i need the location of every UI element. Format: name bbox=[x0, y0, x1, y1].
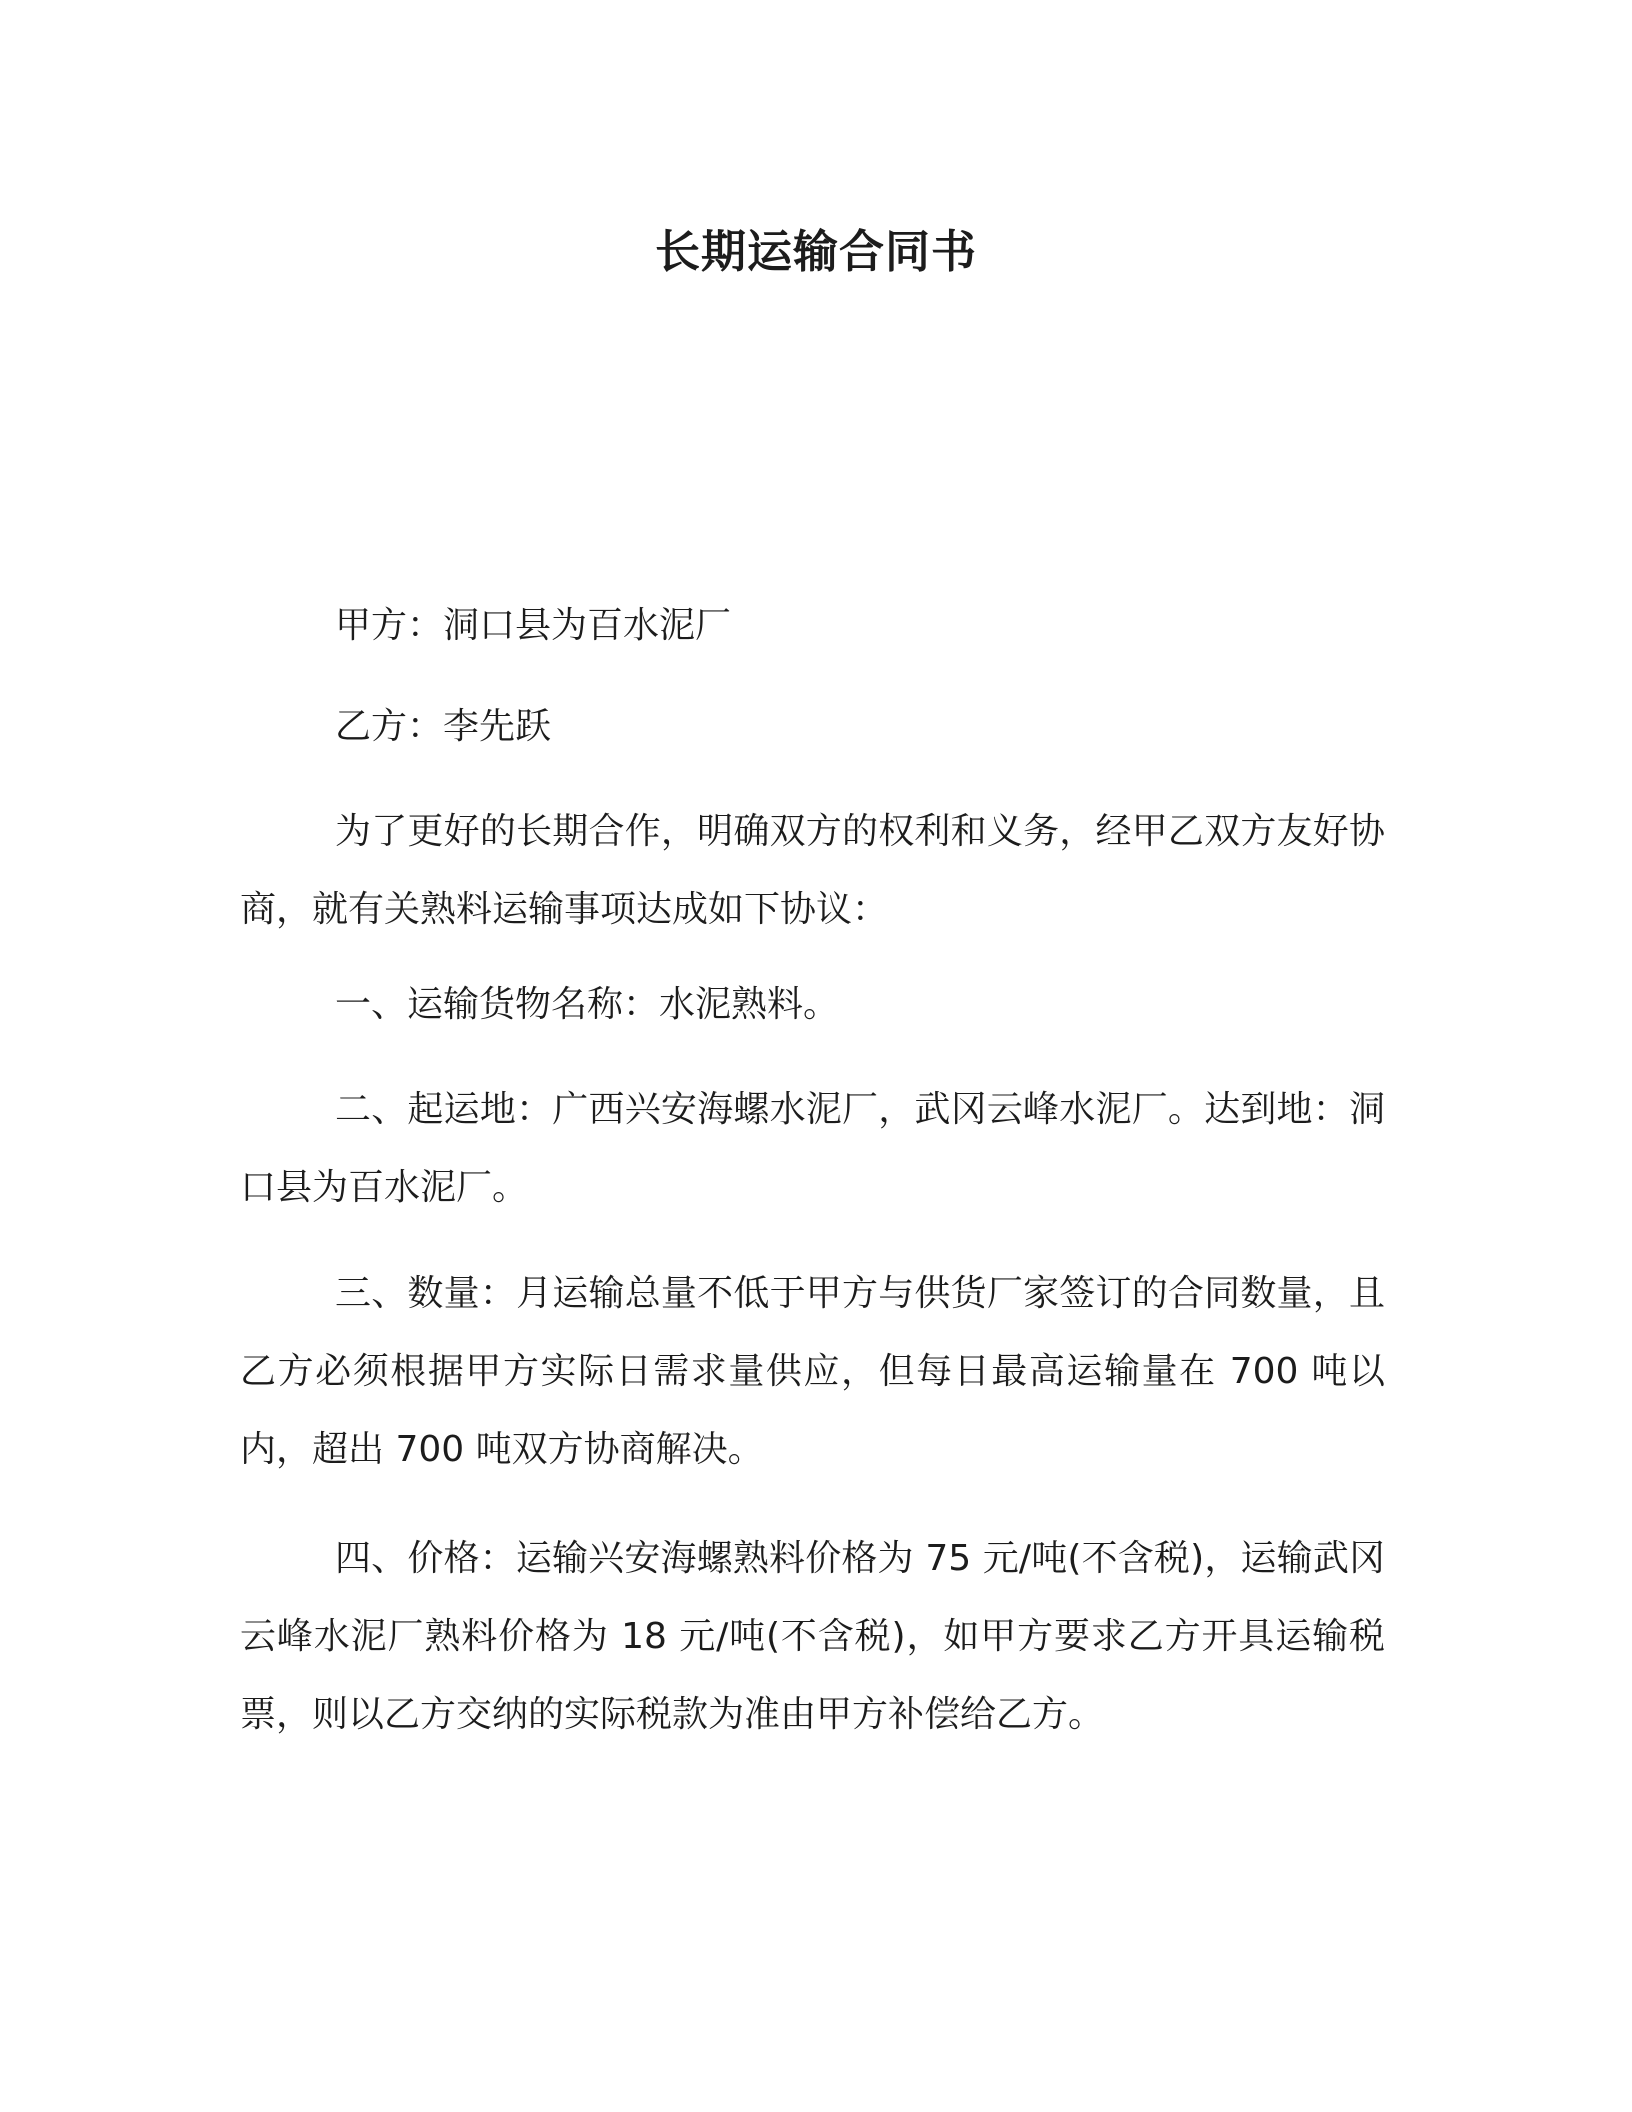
party-b-line: 乙方：李先跃 bbox=[335, 706, 552, 747]
intro-paragraph: 为了更好的长期合作，明确双方的权利和义务，经甲乙双方友好协商，就有关熟料运输事项达成如下协议： bbox=[240, 811, 1385, 930]
clause-origin-destination: 二、起运地：广西兴安海螺水泥厂，武冈云峰水泥厂。达到地：洞口县为百水泥厂。 bbox=[240, 1089, 1385, 1208]
clause-price: 四、价格：运输兴安海螺熟料价格为 75 元/吨(不含税)，运输武冈云峰水泥厂熟料价格为 18 元/吨(不含税)，如甲方要求乙方开具运输税票，则以乙方交纳的实际税款为准由甲方补偿给乙方。 bbox=[240, 1538, 1385, 1735]
clause-quantity: 三、数量：月运输总量不低于甲方与供货厂家签订的合同数量，且乙方必须根据甲方实际日需求量供应，但每日最高运输量在 700 吨以内，超出 700 吨双方协商解决。 bbox=[240, 1273, 1385, 1470]
party-a-line: 甲方：洞口县为百水泥厂 bbox=[335, 605, 732, 646]
document-title: 长期运输合同书 bbox=[654, 225, 977, 278]
clause-goods-name: 一、运输货物名称：水泥熟料。 bbox=[335, 984, 840, 1025]
